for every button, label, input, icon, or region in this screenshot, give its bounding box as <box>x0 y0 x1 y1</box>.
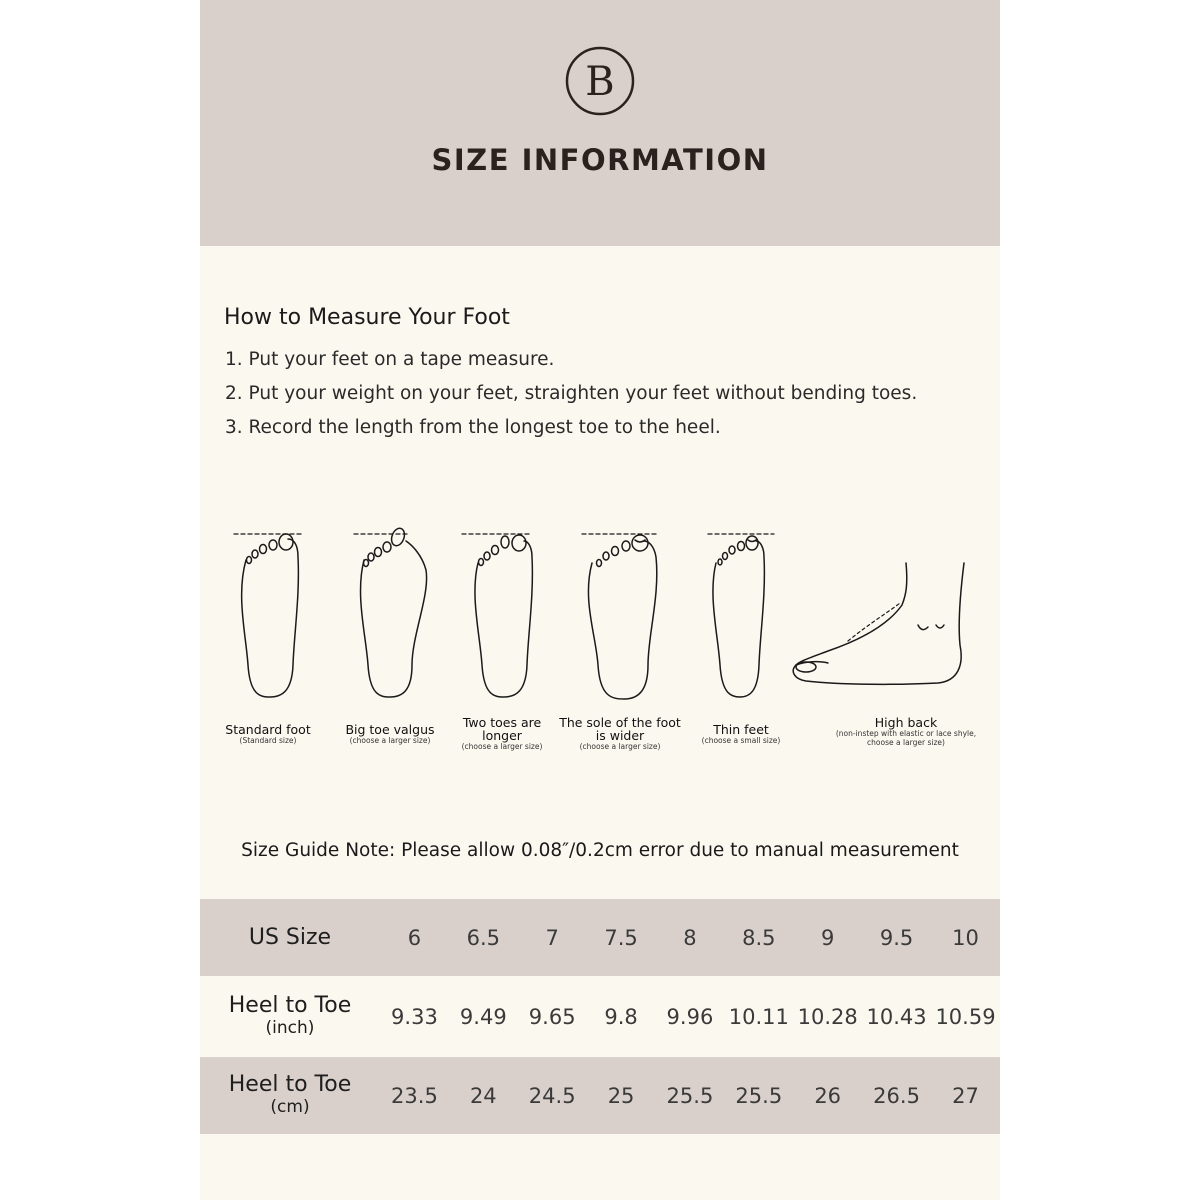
measure-steps <box>225 348 917 450</box>
foot-type-label: Thin feet (choose a small size) <box>701 722 781 745</box>
standard-foot-icon <box>234 534 304 697</box>
foot-type-label: Standard foot (Standard size) <box>225 722 311 745</box>
high-back-foot-icon <box>793 563 964 684</box>
table-cell: 6 <box>380 899 449 976</box>
foot-type-label: Two toes are longer (choose a larger size) <box>461 715 543 751</box>
table-cell: 7 <box>518 899 587 976</box>
table-cell: 10.11 <box>728 1004 789 1029</box>
table-cell: 9.96 <box>666 1004 714 1029</box>
table-row <box>200 976 1000 1057</box>
header-band <box>200 0 1000 246</box>
table-cell: 10.28 <box>797 1004 858 1029</box>
measure-step: 2. Put your weight on your feet, straighten your feet without bending toes. <box>225 383 918 404</box>
table-cell: 26.5 <box>862 1057 931 1134</box>
table-cell: 9 <box>793 899 862 976</box>
table-cell: 9.65 <box>528 1004 576 1029</box>
table-cell: 25.5 <box>656 1057 725 1134</box>
table-cell: 25 <box>587 1057 656 1134</box>
row-header: Heel to Toe (inch) <box>228 992 352 1038</box>
table-row <box>200 899 1000 976</box>
foot-type-label: High back (non-instep with elastic or lace shyle, choose a larger size) <box>835 715 977 747</box>
table-row <box>200 1057 1000 1134</box>
row-header: US Size <box>200 899 380 976</box>
table-cell: 24 <box>449 1057 518 1134</box>
table-cell: 23.5 <box>380 1057 449 1134</box>
table-cell: 9.5 <box>862 899 931 976</box>
size-guide-sheet <box>200 0 1000 1200</box>
table-cell: 10 <box>931 899 1000 976</box>
table-cell: 6.5 <box>449 899 518 976</box>
table-cell: 27 <box>931 1057 1000 1134</box>
table-cell: 9.8 <box>604 1004 638 1029</box>
size-guide-note: Size Guide Note: Please allow 0.08″/0.2cm error due to manual measurement <box>241 840 959 861</box>
size-table <box>200 899 1000 1134</box>
measure-heading: How to Measure Your Foot <box>224 305 510 330</box>
table-cell: 8 <box>656 899 725 976</box>
measure-step: 1. Put your feet on a tape measure. <box>225 349 555 370</box>
foot-types-illustration <box>200 515 1000 765</box>
big-toe-valgus-icon <box>354 526 427 697</box>
table-cell: 7.5 <box>587 899 656 976</box>
two-toes-longer-icon <box>462 534 532 697</box>
table-cell: 10.59 <box>935 1004 996 1029</box>
foot-type-label: The sole of the foot is wider (choose a larger size) <box>559 715 681 751</box>
measure-step: 3. Record the length from the longest toe to the heel. <box>225 417 721 438</box>
table-cell: 9.49 <box>459 1004 507 1029</box>
table-cell: 25.5 <box>724 1057 793 1134</box>
wide-sole-icon <box>582 534 658 699</box>
foot-type-label: Big toe valgus (choose a larger size) <box>345 722 435 745</box>
table-cell: 9.33 <box>391 1004 438 1029</box>
table-cell: 26 <box>793 1057 862 1134</box>
table-cell: 8.5 <box>724 899 793 976</box>
table-cell: 24.5 <box>518 1057 587 1134</box>
row-header: Heel to Toe (cm) <box>200 1057 380 1134</box>
thin-feet-icon <box>708 534 774 697</box>
page-title: SIZE INFORMATION <box>431 143 769 177</box>
table-cell: 10.43 <box>866 1004 927 1029</box>
svg-text:B: B <box>585 59 615 105</box>
brand-logo <box>565 46 635 116</box>
